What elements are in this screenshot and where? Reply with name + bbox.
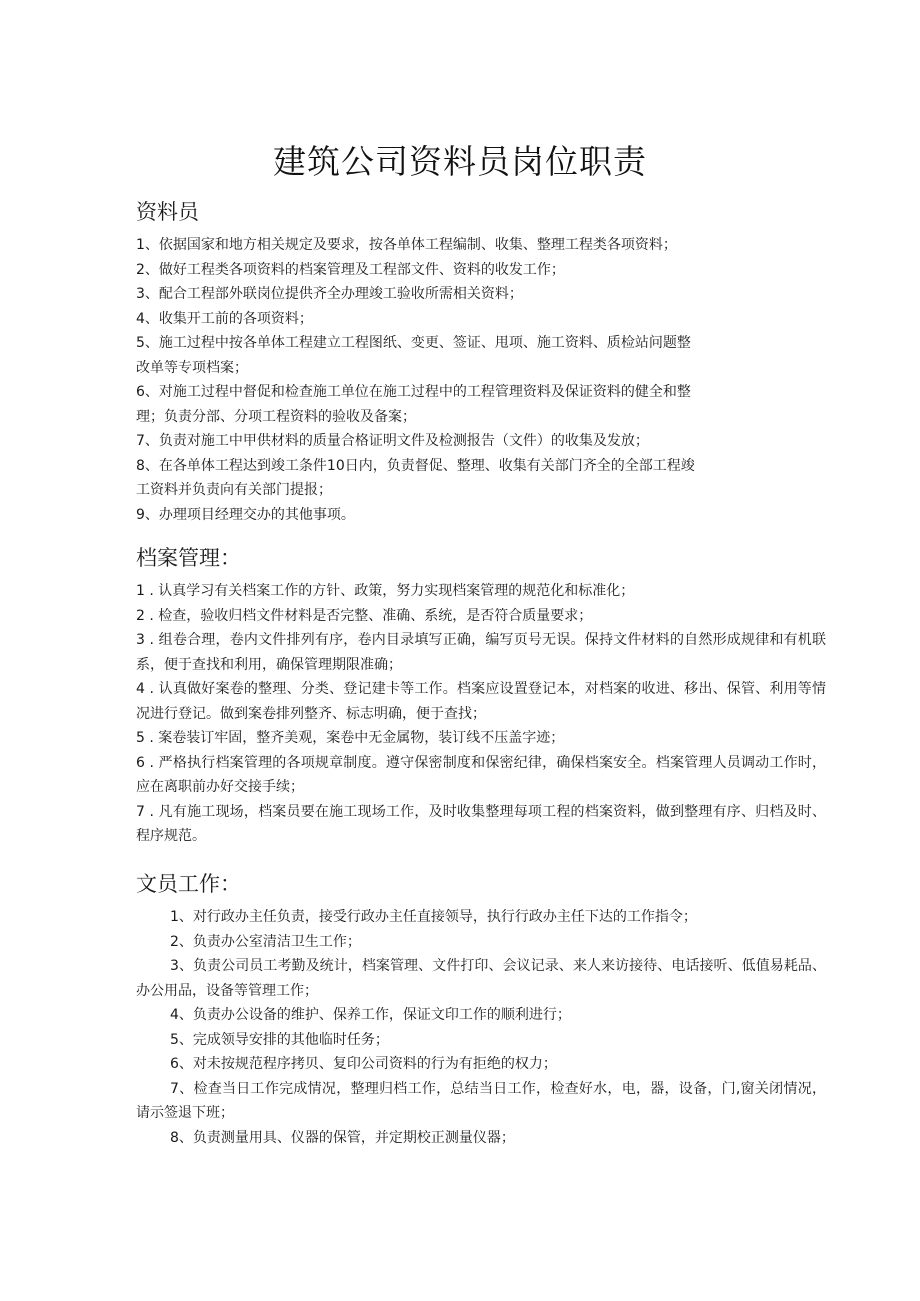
duty-line: 3、配合工程部外联岗位提供齐全办理竣工验收所需相关资料； [136,286,523,302]
duty-item: 7 . 凡有施工现场，档案员要在施工现场工作，及时收集整理每项工程的档案资料，做到整理有序、归档及时、程序规范。 [136,803,826,844]
duty-item: 1、对行政办主任负责，接受行政办主任直接领导，执行行政办主任下达的工作指令； [170,909,697,925]
duty-line: 9、办理项目经理交办的其他事项。 [136,506,355,523]
duty-item: 6 . 严格执行档案管理的各项规章制度。遵守保密制度和保密纪律，确保档案安全。档案管理人员调动工作时，应在离职前办好交接手续； [136,754,826,795]
duty-line: 2、做好工程类各项资料的档案管理及工程部文件、资料的收发工作； [136,261,565,278]
page-title: 建筑公司资料员岗位职责 [273,142,647,181]
duty-line: 改单等专项档案； [136,359,248,376]
duty-item: 3、负责公司员工考勤及统计，档案管理、文件打印、会议记录、来人来访接待、电话接听、低值易耗品、办公用品，设备等管理工作； [136,958,826,999]
duty-item: 2 . 检查，验收归档文件材料是否完整、准确、系统，是否符合质量要求； [136,607,593,624]
duty-line: 8、在各单体工程达到竣工条件10日内，负责督促、整理、收集有关部门齐全的全部工程竣 [136,457,695,474]
section-archive-management [136,543,826,849]
duty-item: 5 . 案卷装订牢固，整齐美观，案卷中无金属物，装订线不压盖字迹； [136,730,565,746]
section-clerical-work [136,869,826,1150]
duty-item: 3 . 组卷合理，卷内文件排列有序，卷内目录填写正确，编写页号无误。保持文件材料的自然形成规律和有机联系，便于查找和利用，确保管理期限准确； [136,632,826,673]
section-heading-data-clerk: 资料员 [136,200,199,224]
duty-line: 7、负责对施工中甲供材料的质量合格证明文件及检测报告（文件）的收集及发放； [136,433,649,449]
duty-item: 5、完成领导安排的其他临时任务； [170,1031,389,1048]
duty-line: 1、依据国家和地方相关规定及要求，按各单体工程编制、收集、整理工程类各项资料； [136,237,677,253]
duty-item: 6、对未按规范程序拷贝、复印公司资料的行为有拒绝的权力； [170,1056,557,1072]
duty-line: 5、施工过程中按各单体工程建立工程图纸、变更、签证、甩项、施工资料、质检站问题整 [136,335,691,351]
duty-item: 1 . 认真学习有关档案工作的方针、政策，努力实现档案管理的规范化和标准化； [136,583,635,599]
duty-item: 7、检查当日工作完成情况，整理归档工作，总结当日工作，检查好水，电，器，设备，门,窗关闭情况，请示签退下班； [136,1080,826,1121]
section-heading-archive-management: 档案管理： [136,546,241,570]
section-data-clerk [136,197,826,527]
duty-line: 工资料并负责向有关部门提报； [136,482,332,498]
duty-item: 4、负责办公设备的维护、保养工作，保证文印工作的顺利进行； [170,1007,571,1023]
section-heading-clerical-work: 文员工作： [136,872,241,896]
duty-item: 8、负责测量用具、仪器的保管，并定期校正测量仪器； [170,1129,515,1146]
duty-item: 4 . 认真做好案卷的整理、分类、登记建卡等工作。档案应设置登记本，对档案的收进、移出、保管、利用等情况进行登记。做到案卷排列整齐、标志明确，便于查找； [136,681,826,722]
duty-line: 6、对施工过程中督促和检查施工单位在施工过程中的工程管理资料及保证资料的健全和整 [136,384,691,400]
duty-line: 理；负责分部、分项工程资料的验收及备案； [136,408,416,425]
duty-line: 4、收集开工前的各项资料； [136,310,313,327]
duty-item: 2、负责办公室清洁卫生工作； [170,933,361,950]
